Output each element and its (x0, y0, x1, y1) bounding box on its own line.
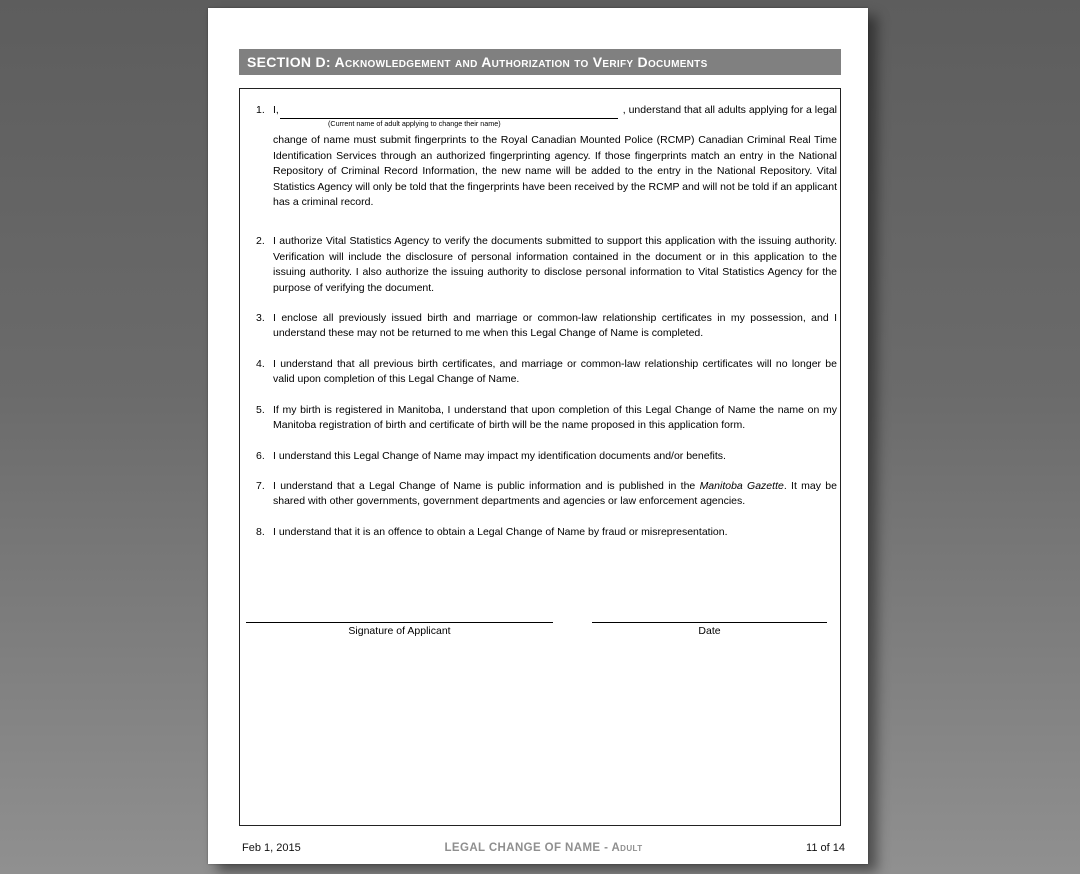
section-d-header (239, 49, 841, 75)
ack-item-7 (256, 479, 837, 510)
date-line-field[interactable] (592, 622, 827, 623)
signature-spacer (553, 622, 592, 637)
item-body: I authorize Vital Statistics Agency to verify the documents submitted to support this application with the issuing authority. Verification will include the disclosure of personal information contained in the document or in this application to the issuing authority. I also authorize the issuing authority to disclose personal information to Vital Statistics Agency for the purpose of verifying the document. (273, 235, 837, 294)
footer-revision-date: Feb 1, 2015 (242, 842, 301, 854)
item-body: I understand that all previous birth certificates, and marriage or common-law relationship certificates will no longer be valid upon completion of this Legal Change of Name. (273, 357, 837, 386)
section-d-header-title: SECTION D: Acknowledgement and Authorization to Verify Documents (247, 54, 708, 70)
item-number: 7. (256, 479, 265, 492)
signature-line-field[interactable] (246, 622, 553, 623)
page-footer (242, 840, 845, 858)
item-body: If my birth is registered in Manitoba, I understand that upon completion of this Legal Change of Name the name on my Manitoba registration of birth and certificate of birth will be the name proposed in this application form. (273, 403, 837, 432)
item-body (273, 103, 837, 210)
date-signature-block (592, 622, 827, 637)
manitoba-gazette-italic: Manitoba Gazette (699, 479, 784, 492)
item-1-after-blank: , understand that all adults applying for a legal (619, 104, 837, 116)
item-body: I understand that it is an offence to obtain a Legal Change of Name by fraud or misrepresentation. (273, 525, 728, 538)
ack-item-4 (256, 357, 837, 388)
ack-item-8 (256, 525, 837, 540)
applicant-signature-block (246, 622, 553, 637)
ack-item-2 (256, 234, 837, 296)
item-body (273, 479, 837, 510)
item-1-first-line (273, 103, 837, 118)
item-number: 1. (256, 104, 265, 116)
item-7-text-post: . It may be shared with other governments, government departments and agencies or law enforcement agencies. (273, 479, 837, 508)
footer-form-title: LEGAL CHANGE OF NAME - Adult (444, 842, 643, 854)
current-name-caption: (Current name of adult applying to change their name) (328, 119, 501, 129)
item-number: 5. (256, 403, 265, 416)
item-body: I understand this Legal Change of Name may impact my identification documents and/or benefits. (273, 449, 726, 462)
item-1-lead: I, (273, 104, 279, 116)
item-1-paragraph: change of name must submit fingerprints to the Royal Canadian Mounted Police (RCMP) Canadian Criminal Real Time Identification Services through an authorized fingerprinting agency. If those fingerprints match an entry in the National Repository of Criminal Record Information, the new name will be added to the entry in the National Repository. Vital Statistics Agency will only be told that the fingerprints have been received by the RCMP and will not be told if an applicant has a criminal record. (273, 134, 837, 209)
footer-page-number: 11 of 14 (806, 842, 845, 854)
ack-item-3 (256, 311, 837, 342)
acknowledgement-box (239, 88, 841, 826)
item-number: 2. (256, 235, 265, 248)
date-label: Date (698, 625, 721, 638)
ack-item-5 (256, 403, 837, 434)
item-body: I enclose all previously issued birth and marriage or common-law relationship certificates in my possession, and I understand these may not be returned to me when this Legal Change of Name is completed. (273, 312, 837, 340)
item-7-text-pre: I understand that a Legal Change of Name is public information and is published in the (273, 479, 700, 492)
document-page (208, 8, 868, 864)
item-number: 4. (256, 357, 265, 370)
current-name-blank-field[interactable] (280, 103, 618, 119)
item-number: 6. (256, 449, 265, 462)
signature-label: Signature of Applicant (348, 625, 451, 638)
ack-item-1 (256, 103, 837, 210)
ack-item-6 (256, 449, 837, 464)
signature-section (246, 622, 827, 637)
item-number: 8. (256, 525, 265, 538)
item-number: 3. (256, 312, 265, 325)
